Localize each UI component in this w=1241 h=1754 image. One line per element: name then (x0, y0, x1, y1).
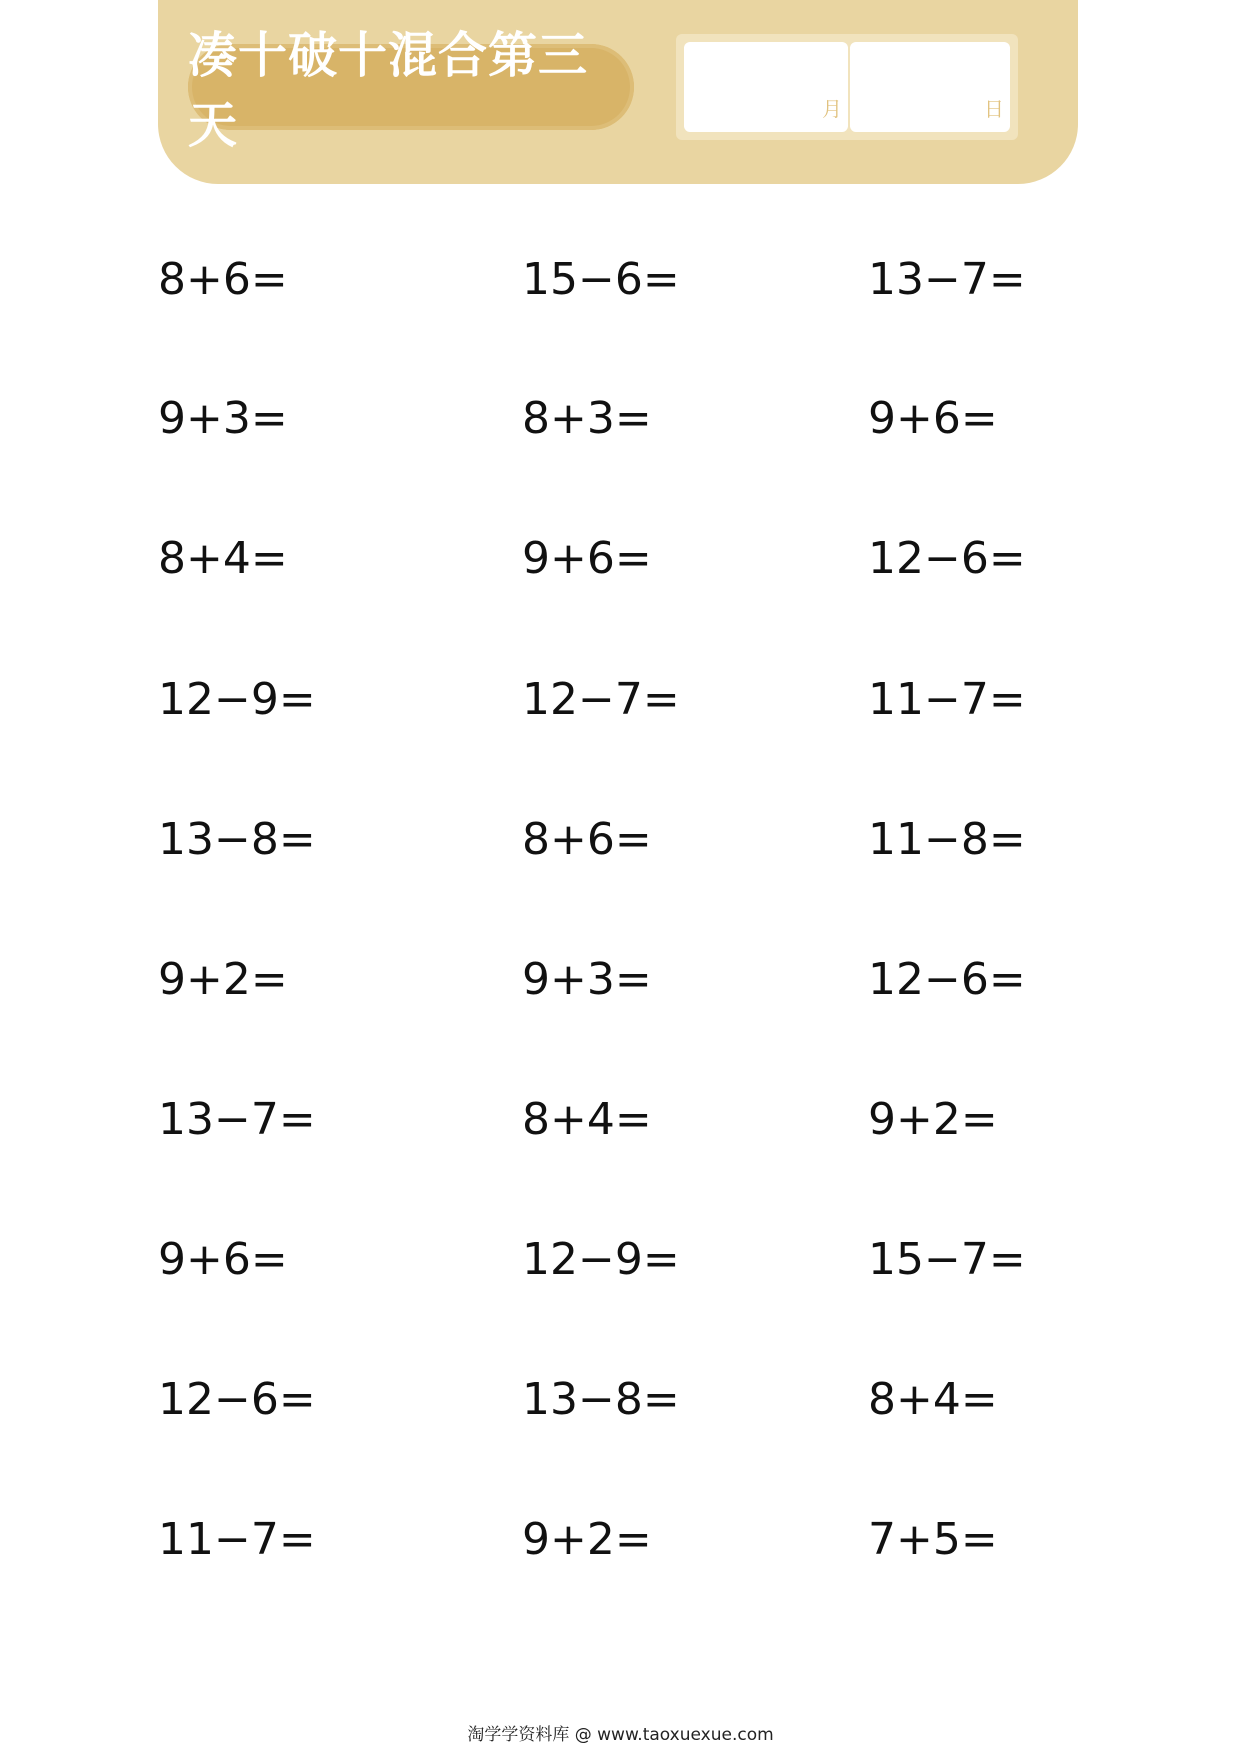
problem-item: 12−7= (522, 674, 680, 725)
problem-item: 12−9= (158, 674, 316, 725)
problem-item: 15−7= (868, 1234, 1026, 1285)
problem-item: 8+6= (158, 254, 288, 305)
problem-item: 11−7= (868, 674, 1026, 725)
problem-item: 13−7= (868, 254, 1026, 305)
month-field[interactable] (684, 42, 848, 132)
problem-item: 9+2= (522, 1514, 652, 1565)
month-label: 月 (822, 97, 842, 121)
problem-item: 9+3= (158, 393, 288, 444)
problem-item: 12−6= (868, 533, 1026, 584)
problem-item: 8+4= (522, 1094, 652, 1145)
problem-item: 9+2= (868, 1094, 998, 1145)
problem-item: 8+4= (868, 1374, 998, 1425)
problem-item: 11−8= (868, 814, 1026, 865)
problem-item: 9+6= (868, 393, 998, 444)
problem-item: 7+5= (868, 1514, 998, 1565)
problem-item: 13−8= (158, 814, 316, 865)
title-pill (188, 27, 634, 154)
problem-item: 12−6= (158, 1374, 316, 1425)
footer-credit: 淘学学资料库 @ www.taoxuexue.com (467, 1725, 774, 1745)
problem-item: 8+4= (158, 533, 288, 584)
problem-item: 11−7= (158, 1514, 316, 1565)
day-label: 日 (984, 97, 1004, 121)
problem-item: 12−6= (868, 954, 1026, 1005)
problem-item: 8+6= (522, 814, 652, 865)
problem-item: 8+3= (522, 393, 652, 444)
date-field-frame (676, 34, 1018, 140)
problem-item: 13−8= (522, 1374, 680, 1425)
worksheet-title: 凑十破十混合第三天 (188, 27, 589, 154)
problem-item: 9+6= (158, 1234, 288, 1285)
problem-item: 9+6= (522, 533, 652, 584)
problem-item: 12−9= (522, 1234, 680, 1285)
problem-item: 9+2= (158, 954, 288, 1005)
day-field[interactable] (850, 42, 1010, 132)
problem-item: 15−6= (522, 254, 680, 305)
problem-item: 9+3= (522, 954, 652, 1005)
problem-item: 13−7= (158, 1094, 316, 1145)
